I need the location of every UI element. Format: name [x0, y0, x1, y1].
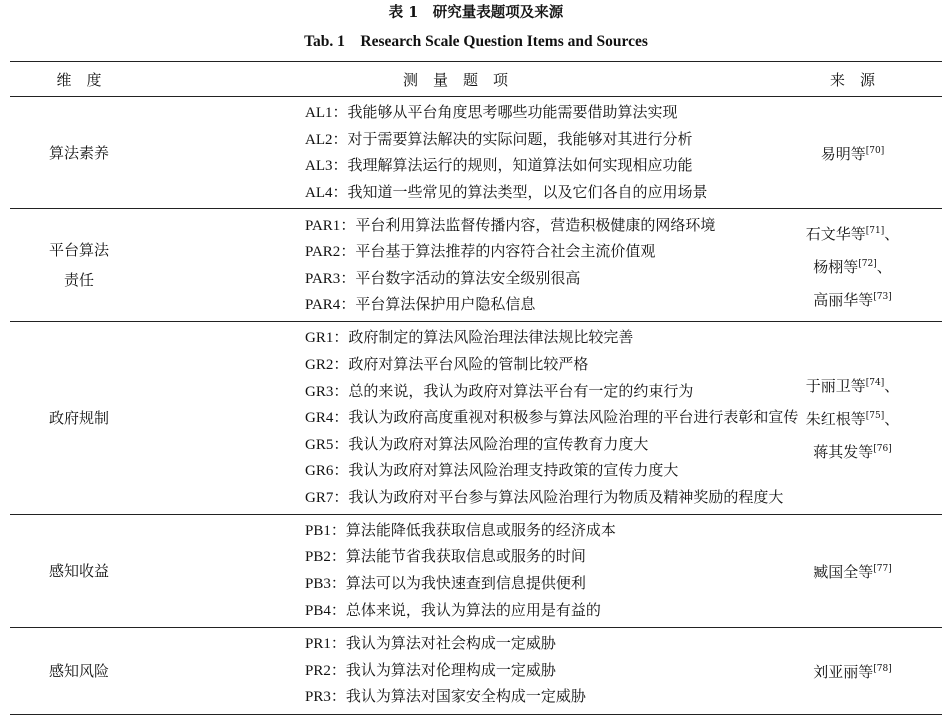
item-text: ：我认为算法对社会构成一定威胁: [330, 634, 556, 653]
item-code: PAR4: [305, 297, 341, 314]
item-text: ：平台利用算法监督传播内容，营造积极健康的网络环境: [340, 215, 716, 234]
item-code: GR6: [305, 463, 334, 480]
item-code: AL4: [305, 184, 333, 201]
dimension-cell: [10, 514, 148, 627]
table-row: [10, 97, 942, 209]
question-item: [305, 597, 763, 624]
source-cell: [763, 97, 942, 209]
source-author: 易明等: [820, 145, 866, 164]
item-text: ：平台数字活动的算法安全级别很高: [340, 268, 581, 287]
source-reference: [72]: [858, 258, 877, 269]
question-item: [305, 152, 763, 179]
source-author: 蒋其发等: [813, 443, 874, 462]
item-text: ：平台算法保护用户隐私信息: [340, 295, 536, 314]
question-item: [305, 212, 763, 239]
dimension-label: 平台算法: [48, 241, 109, 260]
dimension-cell: [10, 97, 148, 209]
item-text: ：算法能降低我获取信息或服务的经济成本: [330, 520, 616, 539]
question-item: [305, 484, 784, 511]
item-code: GR7: [305, 489, 334, 506]
source-reference: [73]: [873, 291, 892, 302]
dimension-label: 感知风险: [48, 661, 109, 680]
item-text: ：我知道一些常见的算法类型，以及它们各自的应用场景: [332, 182, 708, 201]
item-text: ：算法能节省我获取信息或服务的时间: [330, 547, 586, 566]
source-author: 高丽华等: [813, 290, 874, 309]
dimension-cell: [10, 322, 148, 514]
item-code: PAR1: [305, 217, 341, 234]
item-text: ：政府对算法平台风险的管制比较严格: [333, 354, 589, 373]
source-separator: 、: [884, 377, 900, 396]
source-reference: [70]: [865, 146, 885, 157]
item-text: ：我理解算法运行的规则，知道算法如何实现相应功能: [332, 156, 693, 175]
question-item: [305, 265, 763, 292]
question-item: [305, 683, 763, 710]
dimension-label: 算法素养: [48, 143, 109, 162]
source-reference: [77]: [873, 564, 892, 575]
table-caption-en: Tab. 1 Research Scale Question Items and Sources: [304, 33, 648, 50]
item-text: ：我认为政府对算法风险治理的宣传教育力度大: [333, 434, 649, 453]
source-citation: [764, 216, 941, 249]
item-code: GR5: [305, 436, 334, 453]
item-code: AL1: [305, 105, 333, 121]
dimension-label: 感知收益: [48, 561, 109, 580]
source-separator: 、: [884, 410, 900, 429]
items-cell: [148, 322, 799, 514]
source-author: 朱红根等: [805, 410, 866, 429]
question-item: [305, 99, 763, 126]
question-item: [305, 404, 799, 431]
source-author: 刘亚丽等: [813, 663, 874, 682]
item-code: PR2: [305, 662, 331, 679]
question-item: [305, 291, 763, 318]
table-caption-cn: 表 1 研究量表题项及来源: [388, 4, 564, 21]
items-cell: [148, 627, 763, 714]
source-separator: 、: [876, 257, 892, 276]
table-row: [10, 514, 942, 627]
item-code: PB3: [305, 576, 331, 593]
source-reference: [74]: [865, 378, 885, 389]
item-code: AL2: [305, 131, 333, 148]
item-code: PR3: [305, 689, 331, 706]
header-source: 来 源: [763, 62, 942, 97]
table-row: [10, 209, 942, 322]
item-code: PAR2: [305, 244, 341, 261]
question-item: [305, 378, 763, 405]
scale-items-table: [10, 61, 942, 715]
item-text: ：我认为算法对伦理构成一定威胁: [330, 660, 556, 679]
item-code: GR1: [305, 330, 334, 347]
items-cell: [148, 514, 763, 627]
table-row: [10, 322, 942, 514]
question-item: [305, 324, 763, 351]
question-item: [305, 457, 763, 484]
item-code: PAR3: [305, 270, 341, 287]
item-text: ：对于需要算法解决的实际问题，我能够对其进行分析: [332, 129, 693, 148]
header-items: 测 量 题 项: [148, 62, 763, 97]
question-item: [305, 570, 763, 597]
source-author: 臧国全等: [813, 563, 874, 582]
source-reference: [78]: [873, 664, 892, 675]
item-text: ：我认为政府对平台参与算法风险治理行为物质及精神奖励的程度大: [333, 487, 784, 506]
table-header-row: [10, 62, 942, 97]
question-item: [305, 351, 763, 378]
source-author: 石文华等: [805, 224, 866, 243]
table-body: [10, 97, 942, 715]
item-text: ：我能够从平台角度思考哪些功能需要借助算法实现: [332, 103, 678, 121]
item-text: ：我认为算法对国家安全构成一定威胁: [330, 687, 586, 706]
question-item: [305, 543, 763, 570]
dimension-label: 责任: [63, 271, 94, 290]
dimension-cell: [10, 209, 148, 322]
question-item: [305, 431, 763, 458]
item-text: ：算法可以为我快速查到信息提供便利: [330, 574, 586, 593]
question-item: [305, 517, 763, 544]
item-code: PR1: [305, 636, 331, 653]
dimension-label: 政府规制: [48, 408, 109, 427]
dimension-cell: [10, 627, 148, 714]
source-cell: [763, 627, 942, 714]
source-citation: [764, 136, 941, 169]
source-cell: [763, 209, 942, 322]
item-code: PB4: [305, 602, 331, 619]
question-item: [305, 657, 763, 684]
source-reference: [75]: [865, 411, 885, 422]
item-code: PB1: [305, 522, 331, 539]
question-item: [305, 630, 763, 657]
item-code: AL3: [305, 158, 333, 175]
source-author: 杨栩等: [813, 257, 859, 276]
question-item: [305, 238, 763, 265]
items-cell: [148, 209, 763, 322]
item-text: ：总体来说，我认为算法的应用是有益的: [330, 600, 601, 619]
source-author: 于丽卫等: [805, 377, 866, 396]
item-code: GR4: [305, 410, 334, 427]
source-citation: [764, 434, 941, 467]
source-reference: [71]: [865, 225, 885, 236]
items-cell: [148, 97, 763, 209]
item-text: ：总的来说，我认为政府对算法平台有一定的约束行为: [333, 381, 694, 400]
source-citation: [764, 368, 941, 401]
source-separator: 、: [884, 224, 900, 243]
item-text: ：政府制定的算法风险治理法律法规比较完善: [333, 328, 634, 347]
item-text: ：我认为政府对算法风险治理支持政策的宣传力度大: [333, 461, 679, 480]
item-text: ：我认为政府高度重视对积极参与算法风险治理的平台进行表彰和宣传: [333, 408, 799, 427]
source-citation: [764, 282, 941, 315]
table-row: [10, 627, 942, 714]
question-item: [305, 179, 763, 206]
item-code: GR2: [305, 356, 334, 373]
source-citation: [764, 249, 941, 282]
source-citation: [764, 554, 941, 587]
source-reference: [76]: [873, 444, 892, 455]
item-code: GR3: [305, 383, 334, 400]
item-code: PB2: [305, 549, 331, 566]
question-item: [305, 126, 763, 153]
source-cell: [763, 514, 942, 627]
source-citation: [764, 654, 941, 687]
item-text: ：平台基于算法推荐的内容符合社会主流价值观: [340, 242, 656, 261]
header-dimension: 维 度: [10, 62, 148, 97]
